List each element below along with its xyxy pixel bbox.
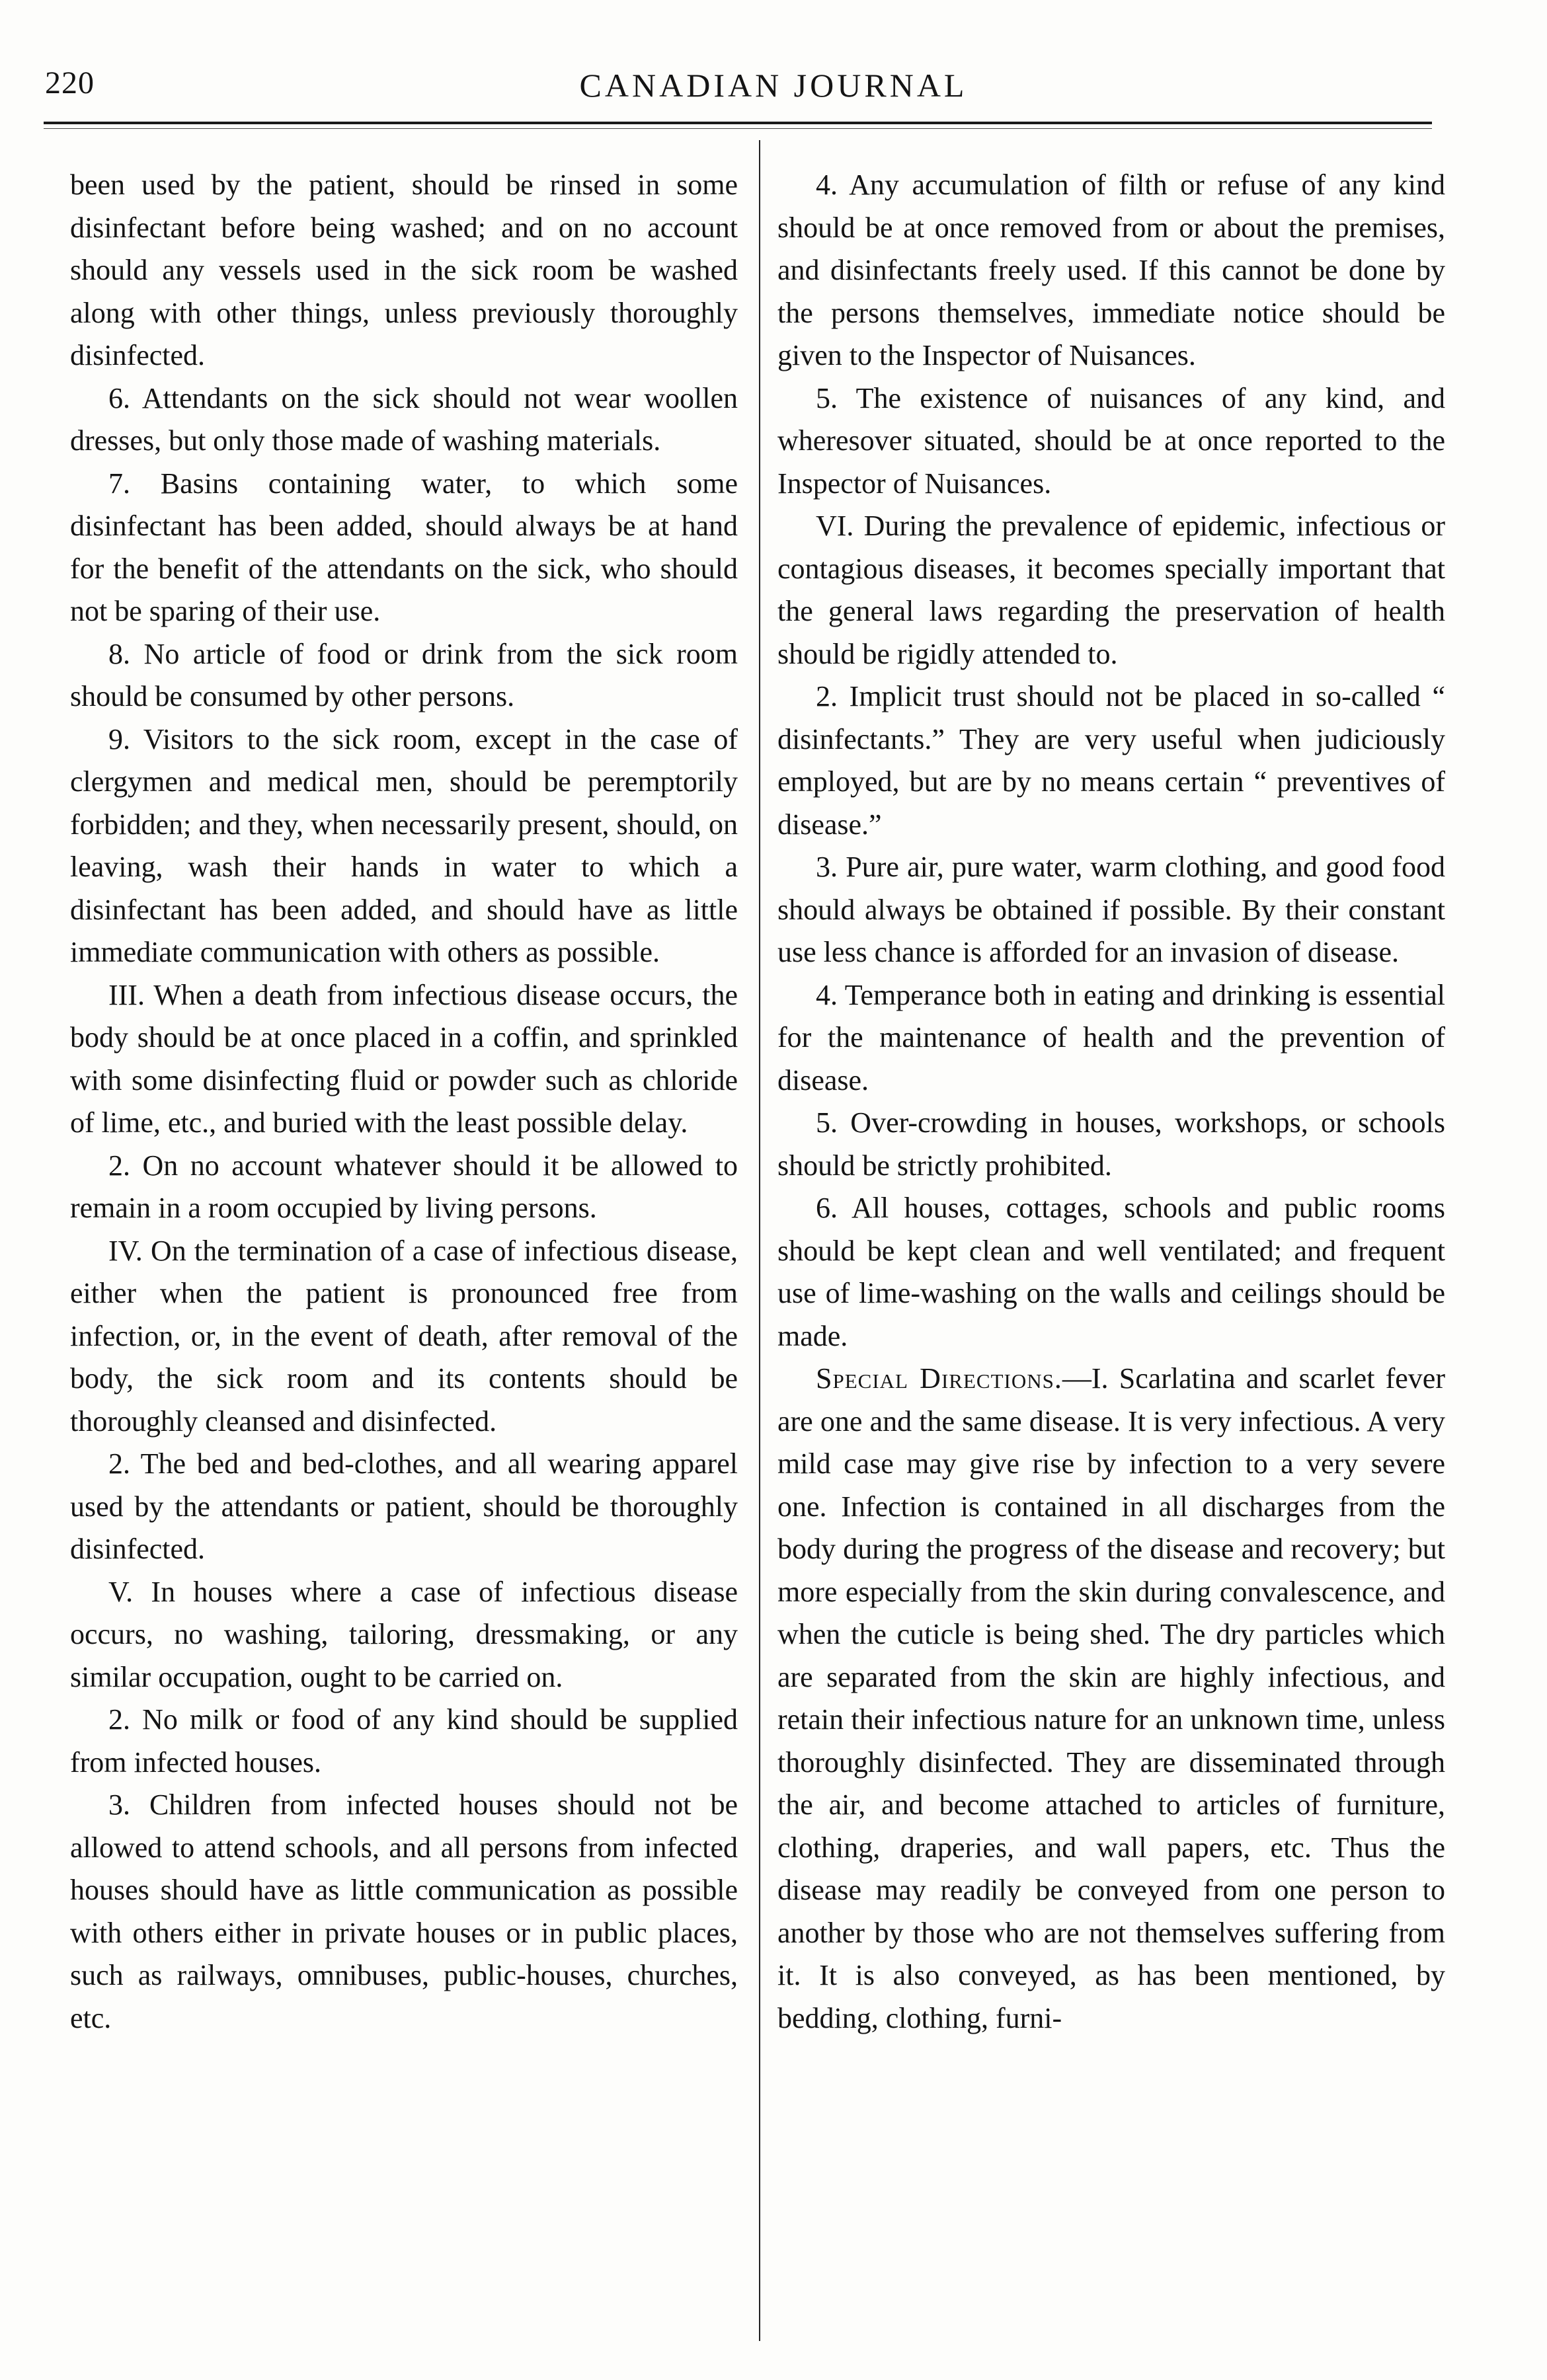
paragraph: 3. Children from infected houses should not be allowed to attend schools, and all persons from infected houses should have as little communication as possible with others either in private houses or in public places, such as railways, omnibuses, public-houses, churches, etc. [70,1788,738,2034]
paragraph: 4. Any accumulation of filth or refuse of any kind should be at once removed from or about the premises, and disinfectants freely used. If this cannot be done by the persons themselves, immediate notice should be given to the Inspector of Nuisances. [777,169,1445,371]
page-number: 220 [45,65,95,100]
page-header [0,0,1547,132]
paragraph: 3. Pure air, pure water, warm clothing, and good food should always be obtained if possible. By their constant use less chance is afforded for an invasion of disease. [777,851,1445,968]
column-divider [759,140,760,2341]
header-rule-thin [44,128,1432,129]
paragraph: been used by the patient, should be rinsed in some disinfectant before being washed; and on no account should any vessels used in the sick room be washed along with other things, unless previously thoroughly disinfected. [70,169,738,371]
paragraph: IV. On the termination of a case of infectious disease, either when the patient is pronounced free from infection, or, in the event of death, after removal of the body, the sick room and its contents should be thoroughly cleansed and disinfected. [70,1234,738,1438]
paragraph: 5. The existence of nuisances of any kind, and wheresover situated, should be at once reported to the Inspector of Nuisances. [777,381,1445,500]
paragraph: 7. Basins containing water, to which some disinfectant has been added, should always be at hand for the benefit of the attendants on the sick, who should not be sparing of their use. [70,467,738,627]
header-rule [44,122,1432,124]
paragraph: 8. No article of food or drink from the sick room should be consumed by other persons. [70,637,738,712]
paragraph: V. In houses where a case of infectious disease occurs, no washing, tailoring, dressmaking, or any similar occupation, ought to be carried on. [70,1575,738,1693]
paragraph: 2. No milk or food of any kind should be supplied from infected houses. [70,1703,738,1779]
special-directions-heading: Special Directions. [816,1362,1062,1395]
special-directions-paragraph [777,1358,1445,2040]
paragraph: 2. Implicit trust should not be placed in so-called “ disinfectants.” They are very useful when judiciously employed, but are by no means certain “ preventives of disease.” [777,680,1445,841]
paragraph: 2. On no account whatever should it be allowed to remain in a room occupied by living persons. [70,1149,738,1224]
paragraph: 2. The bed and bed-clothes, and all wearing apparel used by the attendants or patient, should be thoroughly disinfected. [70,1447,738,1565]
paragraph: VI. During the prevalence of epidemic, infectious or contagious diseases, it becomes specially important that the general laws regarding the preservation of health should be rigidly attended to. [777,510,1445,670]
paragraph: 4. Temperance both in eating and drinking is essential for the maintenance of health and the prevention of disease. [777,978,1445,1096]
special-directions-text: —I. Scarlatina and scarlet fever are one and the same disease. It is very infectious. A very mild case may give rise by infection to a very severe one. Infection is contained in all discharges from the body during the progress of the disease and recovery; but more especially from the skin during convalescence, and when the cuticle is being shed. The dry particles which are separated from the skin are highly infectious, and retain their infectious nature for an unknown time, unless thoroughly disinfected. They are disseminated through the air, and become attached to articles of furniture, clothing, draperies, and wall papers, etc. Thus the disease may readily be conveyed from one person to another by those who are not themselves suffering from it. It is also conveyed, as has been mentioned, by bedding, clothing, furni- [777,1362,1445,2034]
paragraph: 6. All houses, cottages, schools and public rooms should be kept clean and well ventilated; and frequent use of lime-washing on the walls and ceilings should be made. [777,1192,1445,1352]
left-column [70,164,738,2040]
paragraph: 9. Visitors to the sick room, except in the case of clergymen and medical men, should be peremptorily forbidden; and they, when necessarily present, should, on leaving, wash their hands in water to which a disinfectant has been added, and should have as little immediate communication with others as possible. [70,722,738,968]
paragraph: 6. Attendants on the sick should not wear woollen dresses, but only those made of washing materials. [70,381,738,457]
paragraph: III. When a death from infectious disease occurs, the body should be at once placed in a coffin, and sprinkled with some disinfecting fluid or powder such as chloride of lime, etc., and buried with the least possible delay. [70,978,738,1139]
right-column [777,164,1445,2040]
paragraph: 5. Over-crowding in houses, workshops, or schools should be strictly prohibited. [777,1106,1445,1182]
running-title: CANADIAN JOURNAL [579,67,968,104]
